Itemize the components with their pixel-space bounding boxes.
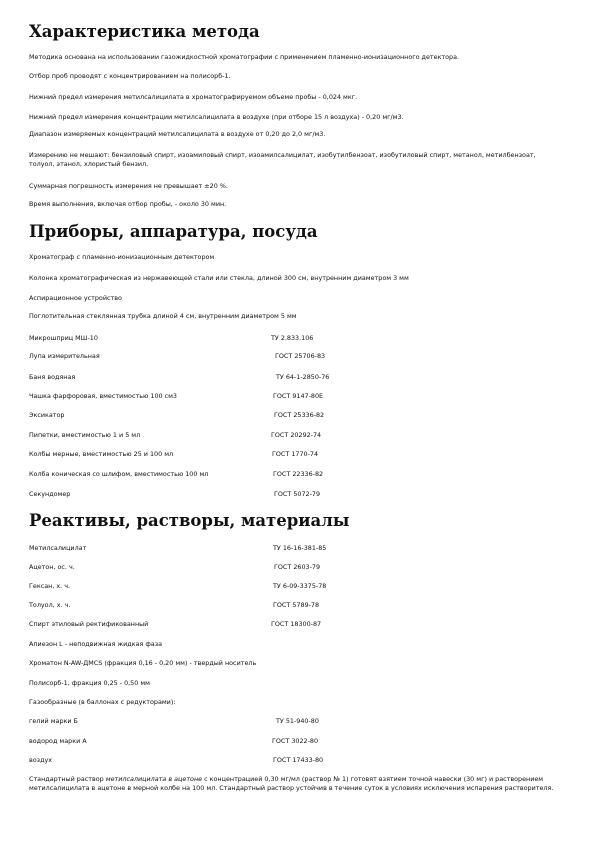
method-paragraph-3: Нижний предел измерения метилсалицилата в хроматографируемом объеме пробы - 0,024 мкг. [29, 93, 358, 101]
apparatus-item-name: Баня водяная [29, 373, 76, 381]
method-paragraph-6: Измерению не мешают: бензиловый спирт, изоамиловый спирт, изоамилсалицилат, изобутилбензоат, изобутиловый спирт, метанол, метилбензоат, толуол, этанол, хлористый бензил. [29, 151, 536, 168]
standard-solution-rest: с концентрацией 0,30 мг/мл (раствор № 1) готовят взятием точной навески (30 мг) и растворением метилсалицилата в ацетоне в мерной колбе на 100 мл. Стандартный раствор устойчив в течение суток в условиях исключения испарения растворителя. [29, 775, 554, 792]
apparatus-item-name: Микрошприц МШ-10 [29, 334, 98, 342]
method-paragraph-8: Время выполнения, включая отбор пробы, - около 30 мин. [29, 200, 227, 208]
apparatus-item-name: Эксикатор [29, 411, 65, 419]
reagent-line-gases: Газообразные (в баллонах с редукторами): [29, 698, 176, 706]
reagent-line-apiezon: Апиезон L - неподвижная жидкая фаза [29, 640, 163, 648]
apparatus-item-name: Чашка фарфоровая, вместимостью 100 см3 [29, 392, 178, 400]
apparatus-item-standard: ГОСТ 1770-74 [272, 450, 319, 458]
reagent-item-name: Спирт этиловый ректификованный [29, 620, 149, 628]
gas-item-name: водород марки А [29, 737, 87, 745]
apparatus-item-standard: ГОСТ 25706-83 [275, 352, 326, 360]
apparatus-item-standard: ТУ 64-1-2850-76 [276, 373, 330, 381]
reagent-item-name: Толуол, х. ч. [29, 601, 71, 609]
apparatus-item-standard: ГОСТ 22336-82 [273, 470, 324, 478]
reagent-item-standard: ТУ 6-09-3375-78 [273, 582, 327, 590]
apparatus-item-name: Колбы мерные, вместимостью 25 и 100 мл [29, 450, 174, 458]
reagent-line-chromaton: Хроматон N-AW-ДМСS (фракция 0,16 - 0,20 мм) - твердый носитель [29, 659, 257, 667]
method-paragraph-5: Диапазон измеряемых концентраций метилсалицилата в воздухе от 0,20 до 2,0 мг/м3. [29, 130, 326, 138]
reagent-line-polysorb: Полисорб-1, фракция 0,25 - 0,50 мм [29, 679, 150, 687]
apparatus-line-chromatograph: Хроматограф с пламенно-ионизационным детектором [29, 253, 215, 261]
standard-solution-prefix: Стандартный раствор [29, 775, 106, 783]
reagent-item-standard: ГОСТ 5789-78 [273, 601, 320, 609]
method-paragraph-7: Суммарная погрешность измерения не превышает ±20 %. [29, 182, 228, 190]
gas-item-name: гелий марки Б [29, 717, 78, 725]
gas-item-name: воздух [29, 756, 53, 764]
gas-item-standard: ГОСТ 3022-80 [272, 737, 319, 745]
reagent-item-standard: ГОСТ 2603-79 [274, 563, 321, 571]
apparatus-line-tube: Поглотительная стеклянная трубка длиной 4 см, внутренним диаметром 5 мм [29, 312, 297, 320]
reagent-item-name: Метилсалицилат [29, 544, 87, 552]
apparatus-item-name: Пипетки, вместимостью 1 и 5 мл [29, 431, 141, 439]
method-paragraph-2: Отбор проб проводят с концентрированием на полисорб-1. [29, 72, 231, 80]
heading-reagents: Реактивы, растворы, материалы [29, 511, 350, 530]
reagent-item-standard: ГОСТ 18300-87 [271, 620, 322, 628]
apparatus-item-standard: ГОСТ 20292-74 [271, 431, 322, 439]
method-paragraph-4: Нижний предел измерения концентрации метилсалицилата в воздухе (при отборе 15 л воздуха) - 0,20 мг/м3. [29, 113, 404, 121]
gas-item-standard: ГОСТ 17433-80 [273, 756, 324, 764]
method-paragraph-1: Методика основана на использовании газожидкостной хроматографии с применением пламенно-ионизационного детектора. [29, 53, 460, 61]
reagent-item-standard: ТУ 16-16-381-85 [273, 544, 327, 552]
apparatus-item-name: Лупа измерительная [29, 352, 100, 360]
apparatus-item-standard: ГОСТ 25336-82 [274, 411, 325, 419]
apparatus-item-name: Колба коническая со шлифом, вместимостью 100 мл [29, 470, 209, 478]
apparatus-item-name: Секундомер [29, 490, 71, 498]
apparatus-item-standard: ТУ 2.833.106 [271, 334, 314, 342]
apparatus-item-standard: ГОСТ 5072-79 [274, 490, 321, 498]
heading-method-characteristics: Характеристика метода [29, 22, 260, 41]
heading-apparatus: Приборы, аппаратура, посуда [29, 222, 318, 241]
apparatus-item-standard: ГОСТ 9147-80Е [273, 392, 324, 400]
reagent-item-name: Ацетон, ос. ч. [29, 563, 75, 571]
standard-solution-paragraph [29, 775, 559, 793]
apparatus-line-column: Колонка хроматографическая из нержавеющей стали или стекла, длиной 300 см, внутренним диаметром 3 мм [29, 274, 409, 282]
apparatus-line-aspirator: Аспирационное устройство [29, 294, 122, 302]
gas-item-standard: ТУ 51-940-80 [276, 717, 319, 725]
standard-solution-italic: метилсалицилата в ацетоне [105, 775, 203, 783]
reagent-item-name: Гексан, х. ч. [29, 582, 71, 590]
